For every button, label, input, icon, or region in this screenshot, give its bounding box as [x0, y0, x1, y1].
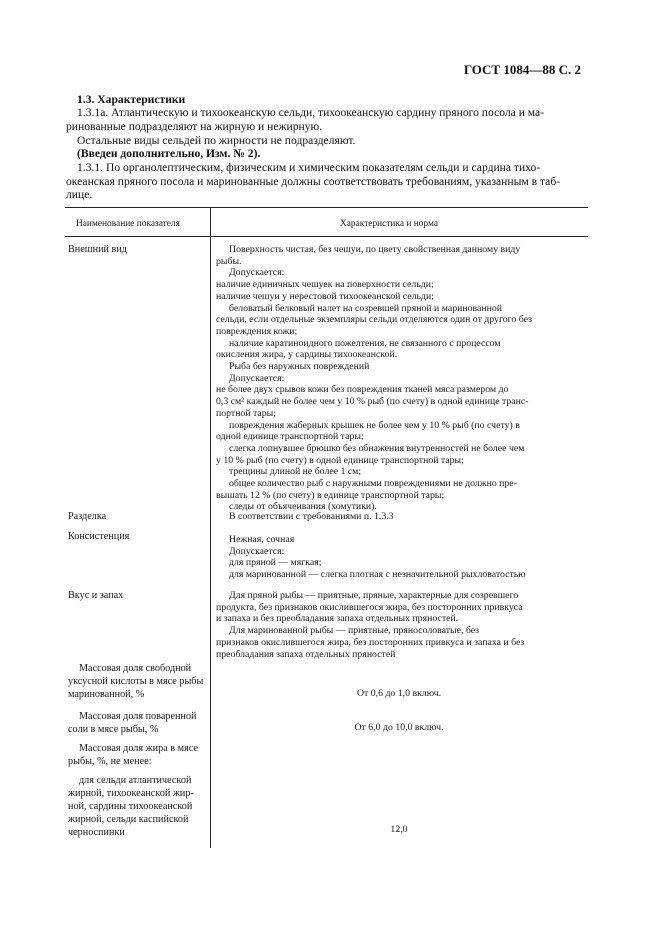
text-line: Поверхность чистая, без чешуи, по цвету свойственная данному виду — [229, 244, 521, 255]
text-line: Для маринованной рыбы — приятные, пряносоловатые, без — [229, 625, 480, 637]
text-line: повреждения кожи; — [216, 325, 298, 337]
text-line: черноспинки — [68, 827, 125, 838]
text-line: у 10 % рыб (по счету) в одной единице транспортной тары; — [216, 454, 464, 466]
paragraph-line: ринованные подразделяют на жирную и нежирную. — [66, 120, 323, 133]
text-line: Допускается: — [229, 267, 285, 279]
text-line: наличие каратиноидного пожелтения, не связанного с процессом — [229, 337, 501, 349]
row-name-appearance: Внешний вид — [68, 244, 127, 255]
text-line: наличие единичных чешуек на поверхности сельди; — [216, 279, 434, 291]
text-line: 0,3 см² каждый не более чем у 10 % рыб (по счету) в одной единице транс- — [216, 396, 529, 408]
document-header: ГОСТ 1084—88 С. 2 — [463, 62, 581, 77]
text-line: Массовая доля свободной — [79, 663, 192, 674]
row-name-cutting: Разделка — [68, 511, 107, 522]
text-line: для пряной — мягкая; — [229, 557, 322, 569]
text-line: Допускается: — [229, 545, 285, 557]
row-text-consistency — [216, 534, 582, 582]
text-line: признаков окислившегося жира, без посторонних привкуса и запаха и без — [216, 636, 525, 648]
row-text-taste-smell — [216, 590, 582, 662]
paragraph-line: 1.3.1. По органолептическим, физическим и химическим показателям сельди и сардина тихо- — [77, 161, 541, 174]
row-name-herring-fat — [68, 775, 206, 841]
text-line: наличие чешуи у нерестовой тихоокеанской сельди; — [216, 290, 434, 302]
text-line: для маринованной — слегка плотная с незначительной рыхловатостью — [229, 569, 526, 581]
section-intro — [66, 93, 583, 201]
value-herring-fat: 12,0 — [390, 824, 408, 835]
value-acetic-acid: От 0,6 до 1,0 включ. — [356, 688, 442, 699]
table-header-rule — [65, 236, 588, 237]
row-name-taste-smell: Вкус и запах — [68, 590, 124, 601]
text-line: Рыба без наружных повреждений — [229, 361, 370, 372]
row-name-consistency: Консистенция — [68, 531, 130, 542]
paragraph-line: 1.3.1а. Атлантическую и тихоокеанскую сельди, тихоокеанскую сардину пряного посола и ма- — [77, 106, 545, 119]
text-line: преобладания запаха отдельных пряностей — [216, 648, 396, 660]
column-header-characteristic: Характеристика и норма — [340, 219, 439, 229]
section-title: 1.3. Характеристики — [77, 93, 186, 106]
text-line: соли в мясе рыбы, % — [68, 724, 159, 735]
paragraph-line: океанская пряного посола и маринованные должны соответствовать требованиям, указанным в таб- — [66, 175, 561, 188]
row-name-salt — [68, 711, 206, 737]
row-name-fat — [68, 743, 206, 769]
text-line: беловатый белковый налет на созревшей пряной и маринованной — [229, 302, 502, 314]
row-name-acetic-acid — [68, 663, 206, 703]
text-line: рыбы. — [216, 255, 242, 267]
text-line: и запаха и без преобладания запаха отдельных пряностей. — [216, 613, 459, 625]
text-line: трещины длиной не более 1 см; — [229, 466, 362, 478]
table-top-rule — [65, 207, 588, 208]
text-line: для сельди атлантической — [79, 775, 192, 786]
text-line: следы от объячеивания (хомутики). — [229, 501, 377, 513]
text-line: слегка лопнувшее брюшко без обнажения внутренностей не более чем — [229, 442, 525, 454]
value-salt: От 6,0 до 10,0 включ. — [354, 722, 444, 733]
text-line: портной тары; — [216, 407, 276, 419]
text-line: Массовая доля поваренной — [79, 711, 197, 722]
paragraph-line: лице. — [66, 188, 93, 201]
row-text-cutting — [216, 511, 582, 525]
column-header-indicator: Наименование показателя — [76, 219, 180, 229]
text-line: жирной, тихоокеанской жир- — [68, 788, 194, 799]
text-line: повреждения жаберных крышек не более чем у 10 % рыб (по счету) в — [229, 419, 520, 431]
text-line: общее количество рыб с наружными повреждениями не должно пре- — [229, 478, 517, 489]
text-line: Массовая доля жира в мясе — [79, 743, 198, 754]
row-text-appearance — [216, 244, 582, 514]
text-line: Нежная, сочная — [229, 534, 295, 545]
text-line: Допускается: — [229, 372, 285, 384]
text-line: не более двух срывов кожи без повреждения тканей мяса размером до — [216, 384, 509, 396]
text-line: окисления жира, у сардины тихоокеанской. — [216, 349, 398, 361]
text-line: Для пряной рыбы — приятные, пряные, характерные для созревшего — [229, 590, 519, 601]
amendment-note: (Введен дополнительно, Изм. № 2). — [77, 147, 261, 160]
text-line: вышать 12 % (по счету) в единице транспортной тары; — [216, 489, 445, 501]
text-line: одной единице транспортной тары; — [216, 431, 364, 443]
text-line: сельди, если отдельные экземпляры сельди отделяются один от другого без — [216, 314, 532, 326]
text-line: ной, сардины тихоокеанской — [68, 801, 193, 812]
table-column-divider — [210, 207, 211, 848]
text-line: В соответствии с требованиями п. 1.3.3 — [229, 511, 394, 522]
paragraph-line: Остальные виды сельдей по жирности не подразделяют. — [77, 134, 356, 147]
text-line: продукта, без признаков окислившегося жира, без посторонних привкуса — [216, 601, 523, 613]
text-line: уксусной кислоты в мясе рыбы — [68, 676, 204, 687]
text-line: рыбы, %, не менее: — [68, 756, 152, 767]
text-line: жирной, сельди каспийской — [68, 814, 189, 825]
text-line: маринованной, % — [68, 689, 145, 700]
